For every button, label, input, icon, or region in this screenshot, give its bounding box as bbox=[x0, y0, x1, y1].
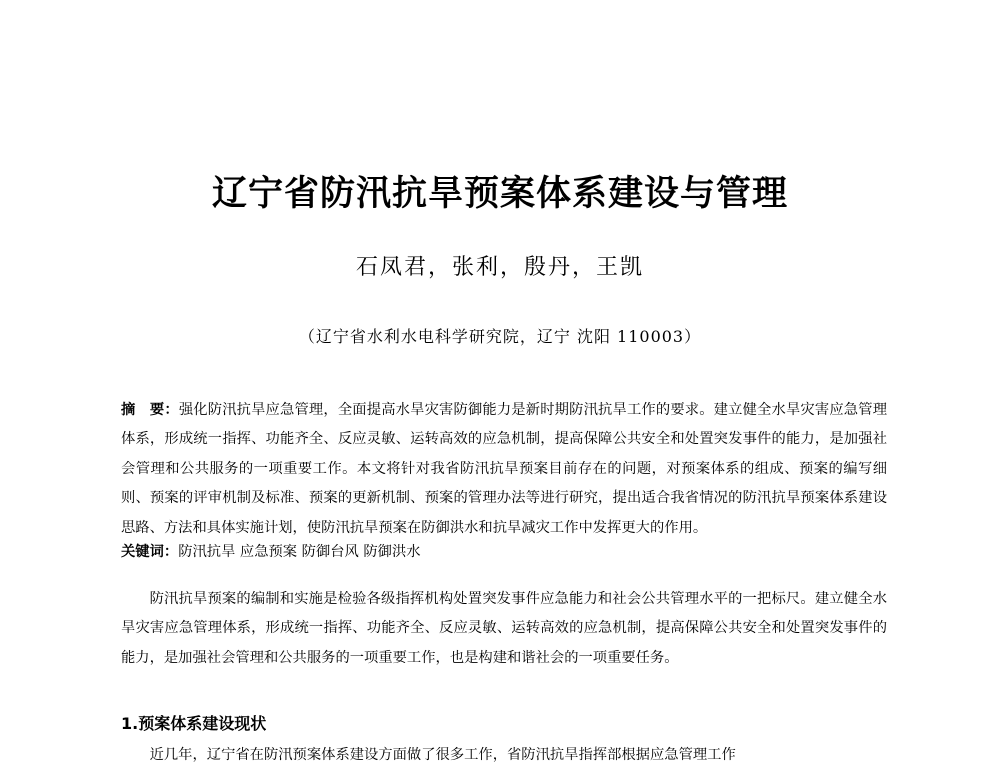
intro-paragraph: 防汛抗旱预案的编制和实施是检验各级指挥机构处置突发事件应急能力和社会公共管理水平的一把标尺。建立健全水旱灾害应急管理体系，形成统一指挥、功能齐全、反应灵敏、运转高效的应急机制，提高保障公共安全和处置突发事件的能力，是加强社会管理和公共服务的一项重要工作，也是构建和谐社会的一项重要任务。 bbox=[121, 591, 887, 666]
keywords bbox=[121, 540, 887, 564]
abstract-label: 摘 要： bbox=[121, 402, 179, 418]
keywords-label: 关键词： bbox=[121, 544, 179, 560]
abstract bbox=[121, 396, 887, 543]
author-list: 石凤君，张利，殷丹，王凯 bbox=[355, 255, 644, 280]
section-1-paragraph: 近几年，辽宁省在防汛预案体系建设方面做了很多工作，省防汛抗旱指挥部根据应急管理工作 bbox=[149, 747, 736, 763]
abstract-text: 强化防汛抗旱应急管理，全面提高水旱灾害防御能力是新时期防汛抗旱工作的要求。建立健全水旱灾害应急管理体系，形成统一指挥、功能齐全、反应灵敏、运转高效的应急机制，提高保障公共安全和处置突发事件的能力，是加强社会管理和公共服务的一项重要工作。本文将针对我省防汛抗旱预案目前存在的问题，对预案体系的组成、预案的编写细则、预案的评审机制及标准、预案的更新机制、预案的管理办法等进行研究，提出适合我省情况的防汛抗旱预案体系建设思路、方法和具体实施计划，使防汛抗旱预案在防御洪水和抗旱减灾工作中发挥更大的作用。 bbox=[121, 402, 887, 536]
affiliation: （辽宁省水利水电科学研究院，辽宁 沈阳 110003） bbox=[298, 327, 702, 346]
paper-title: 辽宁省防汛抗旱预案体系建设与管理 bbox=[211, 174, 788, 215]
keywords-text: 防汛抗旱 应急预案 防御台风 防御洪水 bbox=[178, 544, 421, 560]
section-heading-1: 1.预案体系建设现状 bbox=[121, 714, 267, 733]
